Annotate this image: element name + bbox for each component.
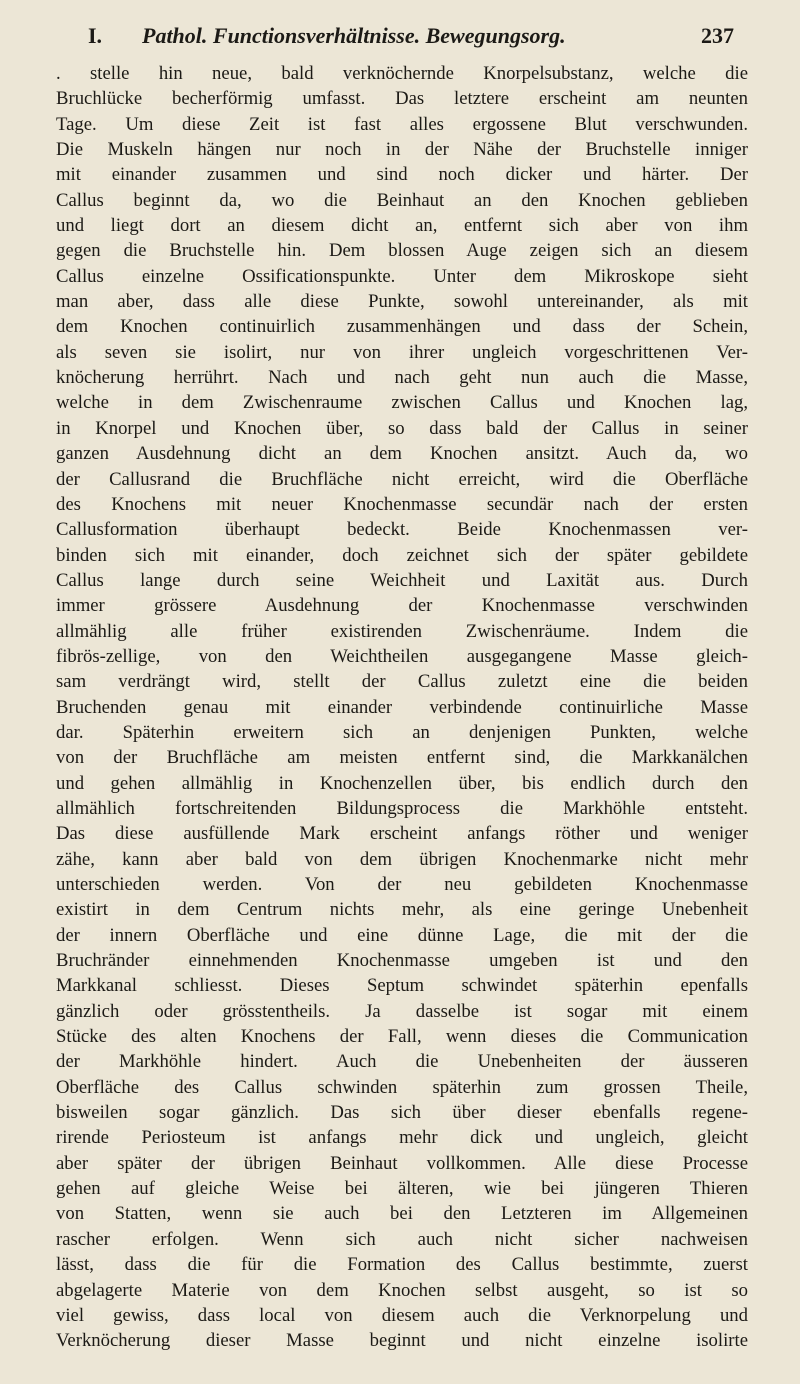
text-line: Callus beginnt da, wo die Beinhaut an den Knochen geblieben [56,189,748,211]
text-line: Bruchenden genau mit einander verbindende continuirliche Masse [56,696,748,718]
text-line: gegen die Bruchstelle hin. Dem blossen Auge zeigen sich an diesem [56,240,748,262]
text-line: gänzlich oder grösstentheils. Ja dasselbe ist sogar mit einem [56,1000,748,1022]
text-line: aber später der übrigen Beinhaut vollkommen. Alle diese Processe [56,1152,748,1174]
text-line: abgelagerte Materie von dem Knochen selbst ausgeht, so ist so [56,1279,748,1301]
body-text [56,61,748,1354]
text-line: Oberfläche des Callus schwinden späterhin zum grossen Theile, [56,1076,748,1098]
text-line: Bruchlücke becherförmig umfasst. Das letztere erscheint am neunten [56,88,748,110]
text-line: ganzen Ausdehnung dicht an dem Knochen ansitzt. Auch da, wo [56,443,748,465]
text-line: Das diese ausfüllende Mark erscheint anfangs röther und weniger [56,823,748,845]
text-line: welche in dem Zwischenraume zwischen Callus und Knochen lag, [56,392,748,414]
text-line: in Knorpel und Knochen über, so dass bald der Callus in seiner [56,417,748,439]
text-line: Bruchränder einnehmenden Knochenmasse umgeben ist und den [56,950,748,972]
text-line: rirende Periosteum ist anfangs mehr dick und ungleich, gleicht [56,1127,748,1149]
text-line: Die Muskeln hängen nur noch in der Nähe der Bruchstelle inniger [56,139,748,161]
chapter-number: I. [88,23,103,48]
text-line: sam verdrängt wird, stellt der Callus zuletzt eine die beiden [56,671,748,693]
text-line: zähe, kann aber bald von dem übrigen Knochenmarke nicht mehr [56,848,748,870]
text-line: rascher erfolgen. Wenn sich auch nicht sicher nachweisen [56,1228,748,1250]
text-line: fibrös-zellige, von den Weichtheilen ausgegangene Masse gleich- [56,645,748,667]
text-line: viel gewiss, dass local von diesem auch die Verknorpelung und [56,1304,748,1326]
text-line: allmählich fortschreitenden Bildungsprocess die Markhöhle entsteht. [56,797,748,819]
text-line: Callusformation überhaupt bedeckt. Beide Knochenmassen ver- [56,519,748,541]
text-line: der Markhöhle hindert. Auch die Unebenheiten der äusseren [56,1051,748,1073]
text-line: binden sich mit einander, doch zeichnet sich der später gebildete [56,544,748,566]
text-line: gehen auf gleiche Weise bei älteren, wie bei jüngeren Thieren [56,1178,748,1200]
text-line: von Statten, wenn sie auch bei den Letzteren im Allgemeinen [56,1203,748,1225]
text-line: allmählig alle früher existirenden Zwischenräume. Indem die [56,620,748,642]
text-line: Callus lange durch seine Weichheit und Laxität aus. Durch [56,569,748,591]
text-line: und gehen allmählig in Knochenzellen über, bis endlich durch den [56,772,748,794]
text-line: der Callusrand die Bruchfläche nicht erreicht, wird die Oberfläche [56,468,748,490]
text-line: als seven sie isolirt, nur von ihrer ungleich vorgeschrittenen Ver- [56,341,748,363]
text-line: Callus einzelne Ossificationspunkte. Unter dem Mikroskope sieht [56,265,748,287]
text-line: lässt, dass die für die Formation des Callus bestimmte, zuerst [56,1254,748,1276]
text-line: Markkanal schliesst. Dieses Septum schwindet späterhin epenfalls [56,975,748,997]
text-line: knöcherung herrührt. Nach und nach geht nun auch die Masse, [56,367,748,389]
text-line: existirt in dem Centrum nichts mehr, als eine geringe Unebenheit [56,899,748,921]
text-line: unterschieden werden. Von der neu gebildeten Knochenmasse [56,874,748,895]
text-line: dem Knochen continuirlich zusammenhängen und dass der Schein, [56,316,748,338]
text-line: dar. Späterhin erweitern sich an denjenigen Punkten, welche [56,721,748,743]
text-line: der innern Oberfläche und eine dünne Lage, die mit der die [56,924,748,946]
text-line: und liegt dort an diesem dicht an, entfernt sich aber von ihm [56,215,748,237]
text-line: . stelle hin neue, bald verknöchernde Knorpelsubstanz, welche die [56,63,748,84]
page-number: 237 [701,23,734,48]
text-line: von der Bruchfläche am meisten entfernt sind, die Markkanälchen [56,747,748,769]
text-line: Verknöcherung dieser Masse beginnt und nicht einzelne isolirte [56,1330,748,1352]
text-line: Stücke des alten Knochens der Fall, wenn dieses die Communication [56,1026,748,1048]
text-line: des Knochens mit neuer Knochenmasse secundär nach der ersten [56,493,748,515]
running-head [56,14,748,58]
running-title: Pathol. Functionsverhältnisse. Bewegungsorg. [142,23,566,48]
text-line: immer grössere Ausdehnung der Knochenmasse verschwinden [56,595,748,617]
text-line: bisweilen sogar gänzlich. Das sich über dieser ebenfalls regene- [56,1102,748,1124]
text-line: man aber, dass alle diese Punkte, sowohl untereinander, als mit [56,291,748,313]
text-line: Tage. Um diese Zeit ist fast alles ergossene Blut verschwunden. [56,113,748,135]
text-line: mit einander zusammen und sind noch dicker und härter. Der [56,164,748,186]
